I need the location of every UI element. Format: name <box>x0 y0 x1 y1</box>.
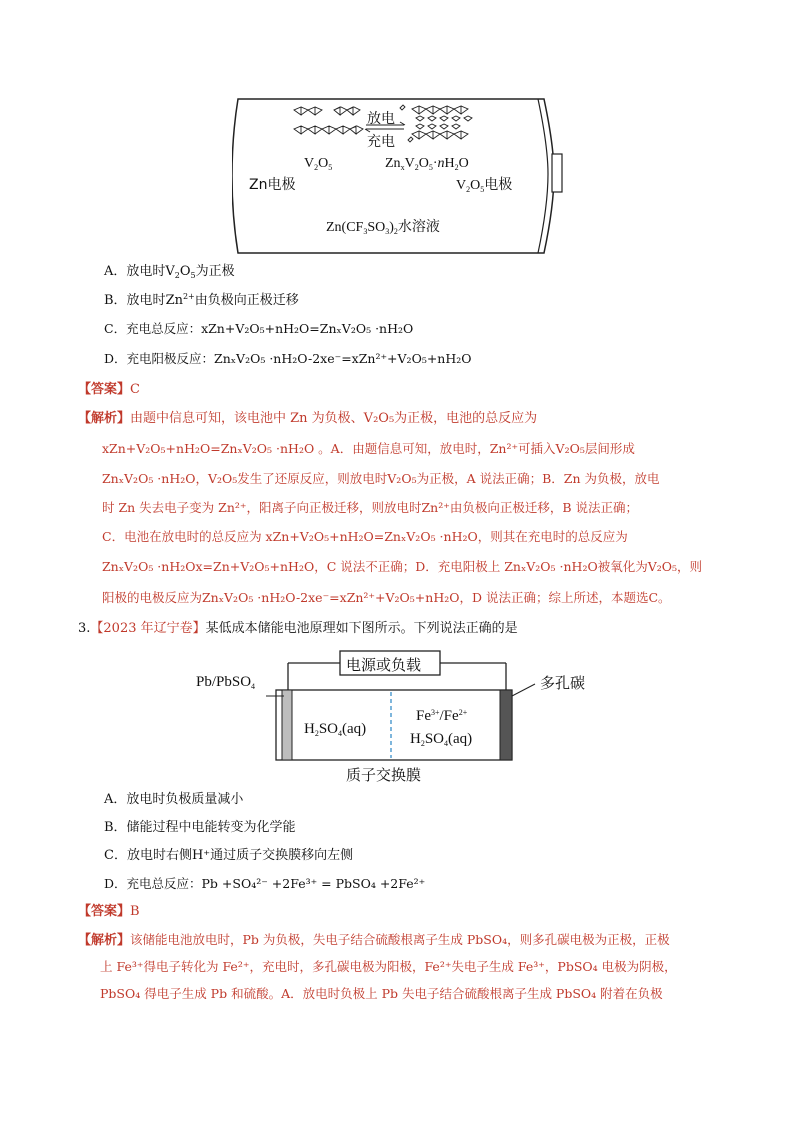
right-solution-label-2: $H_2SO_4(aq)$ <box>410 731 473 748</box>
left-electrode-label: Pb/PbSO$_4$ <box>196 674 256 691</box>
q2-option-b: B．放电时$Zn^{2+}$由负极向正极迁移 <box>104 292 299 308</box>
q3-stem: 3.【2023 年辽宁卷】某低成本储能电池原理如下图所示。下列说法正确的是 <box>78 621 518 636</box>
q2-analysis-line-1: xZn+V₂O₅+nH₂O=ZnₓV₂O₅ ·nH₂O 。A．由题信息可知，放电时，Zn²⁺可插入V₂O₅层间形成 <box>102 441 635 456</box>
q2-option-c: C．充电总反应：xZn+V₂O₅+nH₂O=ZnₓV₂O₅ ·nH₂O <box>104 321 414 336</box>
right-electrode-label: 多孔碳 <box>540 674 586 692</box>
q2-analysis-line-4: C．电池在放电时的总反应为 xZn+V₂O₅+nH₂O=ZnₓV₂O₅ ·nH₂O，则其在充电时的总反应为 <box>102 529 628 544</box>
membrane-label: 质子交换膜 <box>346 766 422 784</box>
q3-option-a: A．放电时负极质量减小 <box>104 792 244 807</box>
discharge-label: 放电 <box>367 111 395 127</box>
electrolyte-label: $Zn(CF_3SO_3)_2$水溶液 <box>326 219 440 236</box>
q3-analysis-line-2: PbSO₄ 得电子生成 Pb 和硫酸。A．放电时负极上 Pb 失电子结合硫酸根离子生成 PbSO₄ 附着在负极 <box>100 986 663 1001</box>
battery-diagram <box>232 96 564 256</box>
left-solution-label: $H_2SO_4(aq)$ <box>304 721 367 738</box>
q3-answer: 【答案】B <box>78 904 140 919</box>
q2-analysis-line-0: 【解析】由题中信息可知，该电池中 Zn 为负极、V₂O₅为正极，电池的总反应为 <box>78 411 538 426</box>
znx-v2o5-label: $Zn_xV_2O_5\cdot nH_2O$ <box>385 156 469 172</box>
q3-analysis-line-0: 【解析】该储能电池放电时，Pb 为负极，失电子结合硫酸根离子生成 PbSO₄，则多孔碳电极为正极，正极 <box>78 932 670 948</box>
q2-analysis-line-3: 时 Zn 失去电子变为 Zn²⁺，阳离子向正极迁移，则放电时Zn²⁺由负极向正极迁移，B 说法正确； <box>102 500 639 515</box>
q3-option-d: D．充电总反应：Pb +SO₄²⁻ +2Fe³⁺ = PbSO₄ +2Fe²⁺ <box>104 876 426 891</box>
q3-analysis-line-1: 上 Fe³⁺得电子转化为 Fe²⁺，充电时，多孔碳电极为阳极，Fe²⁺失电子生成 Fe³⁺，PbSO₄ 电极为阴极， <box>100 959 677 974</box>
q3-option-b: B．储能过程中电能转变为化学能 <box>104 820 296 835</box>
v2o5-left-label: $V_2O_5$ <box>304 156 333 172</box>
load-label: 电源或负载 <box>346 656 422 674</box>
storage-cell-diagram <box>190 644 610 786</box>
q2-answer: 【答案】C <box>78 382 140 397</box>
zn-electrode-label: Zn电极 <box>249 177 296 193</box>
q2-analysis-line-6: 阳极的电极反应为ZnₓV₂O₅ ·nH₂O-2xe⁻=xZn²⁺+V₂O₅+nH₂O，D 说法正确；综上所述，本题选C。 <box>102 590 671 605</box>
q3-option-c: C．放电时右侧H⁺通过质子交换膜移向左侧 <box>104 848 354 863</box>
q2-analysis-line-5: ZnₓV₂O₅ ·nH₂Ox=Zn+V₂O₅+nH₂O，C 说法不正确；D．充电阳极上 ZnₓV₂O₅ ·nH₂O被氧化为V₂O₅，则 <box>102 559 703 574</box>
v2o5-electrode-label: $V_2O_5$电极 <box>456 177 513 194</box>
charge-label: 充电 <box>367 134 395 150</box>
q2-option-d: D．充电阳极反应：ZnₓV₂O₅ ·nH₂O-2xe⁻=xZn²⁺+V₂O₅+nH₂O <box>104 351 472 366</box>
q2-option-a: A．放电时$V_2O_5$为正极 <box>104 264 235 280</box>
q2-analysis-line-2: ZnₓV₂O₅ ·nH₂O，V₂O₅发生了还原反应，则放电时V₂O₅为正极，A 说法正确；B．Zn 为负极，放电 <box>102 471 660 486</box>
right-solution-label-1: $Fe^{3+}/Fe^{2+}$ <box>416 708 468 724</box>
